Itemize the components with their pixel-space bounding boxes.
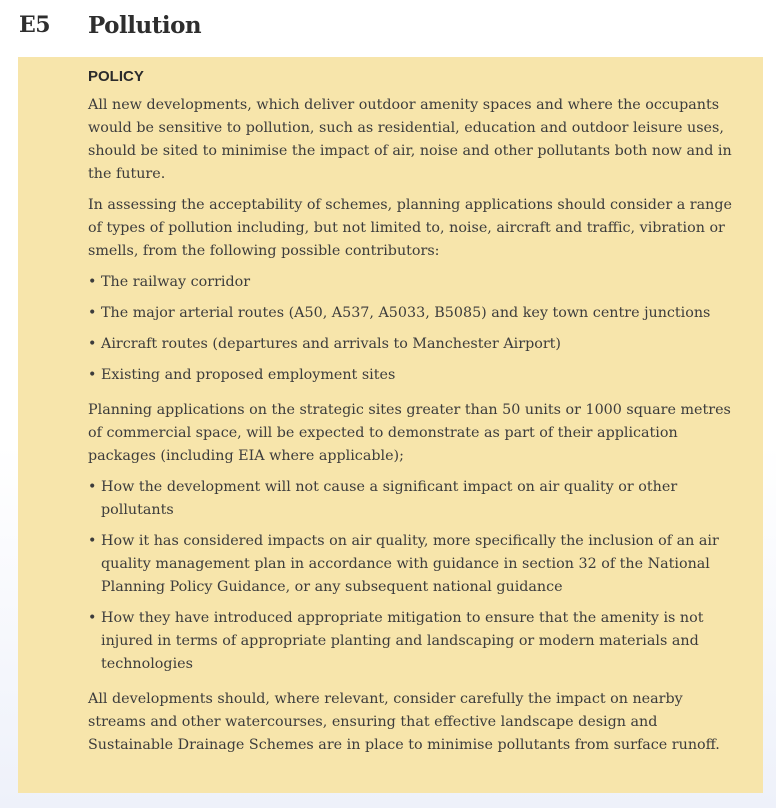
policy-paragraph: All new developments, which deliver outdoor amenity spaces and where the occupants would be sensitive to pollution, such as residential, education and outdoor leisure uses, should be sited to minimise the impact of air, noise and other pollutants both now and in the future. xyxy=(88,97,732,182)
list-item-text: How they have introduced appropriate mitigation to ensure that the amenity is not injured in terms of appropriate planting and landscaping or modern materials and technologies xyxy=(101,610,704,672)
bullet-icon: • xyxy=(88,305,97,321)
page-header xyxy=(19,8,201,42)
policy-paragraph: All developments should, where relevant, consider carefully the impact on nearby streams and other watercourses, ensuring that effective landscape design and Sustainable Drainage Schemes are in place to minimise pollutants from surface runoff. xyxy=(88,691,720,753)
policy-code: E5 xyxy=(19,12,51,38)
list-item-text: Existing and proposed employment sites xyxy=(101,367,396,383)
page-title: Pollution xyxy=(88,11,202,39)
list-item-text: How it has considered impacts on air quality, more specifically the inclusion of an air quality management plan in accordance with guidance in section 32 of the National Planning Policy Guidance, or any subsequent national guidance xyxy=(101,533,719,595)
list-item xyxy=(88,607,738,676)
bullet-icon: • xyxy=(88,367,97,383)
bullet-icon: • xyxy=(88,533,97,549)
requirements-list xyxy=(88,476,738,676)
list-item-text: Aircraft routes (departures and arrivals to Manchester Airport) xyxy=(101,336,562,352)
contributors-list xyxy=(88,271,738,387)
list-item xyxy=(88,271,738,294)
list-item-text: How the development will not cause a significant impact on air quality or other pollutants xyxy=(101,479,678,518)
bullet-icon: • xyxy=(88,274,97,290)
policy-box xyxy=(18,57,763,793)
list-item xyxy=(88,364,738,387)
policy-content xyxy=(88,67,738,765)
policy-paragraph: In assessing the acceptability of schemes, planning applications should consider a range of types of pollution including, but not limited to, noise, aircraft and traffic, vibration or smells, from the following possible contributors: xyxy=(88,197,732,259)
list-item-text: The railway corridor xyxy=(101,274,251,290)
list-item xyxy=(88,302,738,325)
bullet-icon: • xyxy=(88,336,97,352)
bullet-icon: • xyxy=(88,610,97,626)
list-item-text: The major arterial routes (A50, A537, A5033, B5085) and key town centre junctions xyxy=(101,305,711,321)
policy-paragraph: Planning applications on the strategic sites greater than 50 units or 1000 square metres of commercial space, will be expected to demonstrate as part of their application packages (including EIA where applicable); xyxy=(88,402,731,464)
bullet-icon: • xyxy=(88,479,97,495)
list-item xyxy=(88,476,738,522)
policy-heading: POLICY xyxy=(88,68,144,85)
list-item xyxy=(88,333,738,356)
list-item xyxy=(88,530,738,599)
